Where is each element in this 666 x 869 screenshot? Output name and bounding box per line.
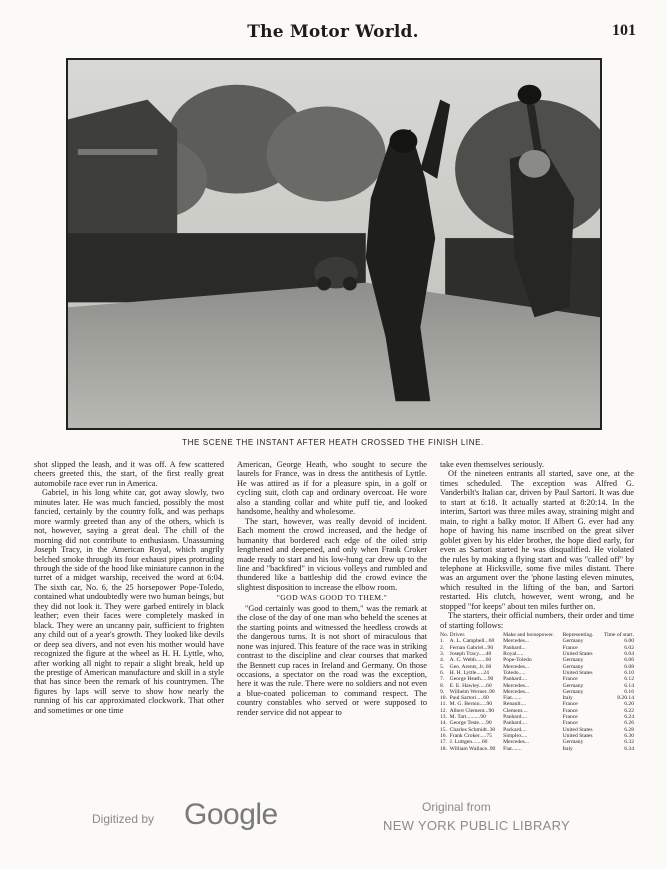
table-cell: 10. — [440, 695, 447, 702]
table-cell: Germany — [562, 688, 584, 695]
table-cell: M. G. Bernin.....90 — [449, 701, 493, 708]
table-cell: United States — [562, 726, 593, 733]
table-cell: 6.26 — [624, 720, 634, 727]
table-cell: Italy — [562, 745, 573, 752]
digitized-by-label: Digitized by — [92, 812, 155, 826]
table-cell: George Heath.....90 — [449, 676, 494, 683]
race-photograph — [66, 58, 602, 430]
table-cell: France — [562, 644, 578, 651]
table-cell: 6.08 — [624, 663, 634, 670]
table-cell: George Teste.....90 — [449, 720, 492, 727]
table-cell: H. H. Lyttle.....24 — [449, 669, 489, 676]
table-cell: 6.20 — [624, 701, 634, 708]
table-cell: 6.34 — [624, 745, 634, 752]
table-cell: 3. — [440, 651, 445, 658]
paragraph: The starters, their official numbers, their order and time of starting follows: — [440, 611, 634, 630]
table-cell: Mercedes... — [503, 688, 530, 695]
table-cell: 6.04 — [624, 651, 634, 658]
paragraph: American, George Heath, who sought to secure the laurels for France, was in dress the antithesis of Lyttle. He was attired as if for a pleasure spin, in a golf or cycling suit, cloth cap and ordinary overcoat. He wore also a standing collar and white puff tie, and looked handsome, healthy and wholesome. — [237, 460, 427, 517]
table-cell: M. Tart..........90 — [449, 714, 486, 721]
table-cell: Joseph Tracy.....40 — [449, 651, 492, 658]
table-cell: 13. — [440, 714, 447, 721]
table-cell: 6.14 — [624, 682, 634, 689]
photo-caption: THE SCENE THE INSTANT AFTER HEATH CROSSED THE FINISH LINE. — [182, 438, 484, 447]
table-cell: Charles Schmidt..30 — [449, 726, 496, 733]
table-cell: Germany — [562, 682, 584, 689]
table-cell: Germany — [562, 663, 584, 670]
table-cell: E. E. Hawley.....60 — [449, 682, 492, 689]
table-cell: Packard.... — [503, 726, 527, 733]
paragraph: shot slipped the leash, and it was off. A few scattered cheers greeted this, the start, of the first really great automobile race ever run in America. — [34, 460, 224, 488]
table-cell: 6.22 — [624, 707, 634, 714]
table-cell: Wilhelm Werner..90 — [449, 688, 495, 695]
table-cell: France — [562, 714, 578, 721]
table-cell: Mercedes... — [503, 638, 530, 645]
table-cell: Panhard... — [503, 644, 526, 651]
table-cell: Mercedes... — [503, 663, 530, 670]
paragraph: "God certainly was good to them," was the remark at the close of the day of one man who beheld the scenes at the starting points and witnessed the heedless crowds at the dangerous turns. It is not short of miraculous that none was injured. This feature of the race was in striking contrast to the discipline and clear courses that marked the Bennett cup races in Ireland and Germany. On those occasions, a spectator on the road was the exception, here it was the rule. There were no soldiers and not even a blue-coated policeman to command respect. The country constables who served or were supposed to render service did not appear to — [237, 603, 427, 717]
publication-title: The Motor World. — [247, 22, 419, 42]
table-cell: Albert Clement...90 — [449, 707, 495, 714]
table-cell: 6.10 — [624, 669, 634, 676]
table-cell: 6.24 — [624, 714, 634, 721]
table-cell: France — [562, 701, 578, 708]
table-cell: 9. — [440, 688, 445, 695]
column-2 — [237, 460, 427, 717]
table-cell: Geo. Arents, Jr..60 — [449, 663, 492, 670]
section-subhead: "GOD WAS GOOD TO THEM." — [276, 593, 388, 603]
table-cell: Germany — [562, 657, 584, 664]
table-cell: William Wallace..90 — [449, 745, 496, 752]
table-cell: 6.16 — [624, 688, 634, 695]
table-cell: 8.20.14 — [617, 695, 634, 702]
table-cell: Italy — [562, 695, 573, 702]
table-cell: Pope-Toledo — [503, 657, 532, 664]
table-cell: 14. — [440, 720, 447, 727]
table-cell: Renault.... — [503, 701, 527, 708]
table-cell: J. Luttgen.......60 — [449, 739, 488, 746]
table-cell: Royal..... — [503, 651, 524, 658]
table-cell: Paul Sartori.....60 — [449, 695, 489, 702]
original-from-label: Original from — [422, 800, 491, 814]
table-cell: 4. — [440, 657, 445, 664]
table-header: Driver. — [449, 632, 466, 639]
table-header: Representing. — [562, 632, 594, 639]
table-cell: United States — [562, 669, 593, 676]
table-cell: 7. — [440, 676, 445, 683]
table-cell: 5. — [440, 663, 445, 670]
table-cell: 12. — [440, 707, 447, 714]
table-header: No. — [440, 632, 449, 639]
table-cell: 16. — [440, 732, 447, 739]
table-row — [440, 746, 634, 752]
paragraph: take even themselves seriously. — [440, 460, 545, 469]
table-cell: A. L. Campbell...60 — [449, 638, 495, 645]
table-cell: A. C. Webb.......60 — [449, 657, 492, 664]
table-cell: France — [562, 720, 578, 727]
table-cell: Germany — [562, 739, 584, 746]
table-cell: 6.06 — [624, 657, 634, 664]
table-cell: Mercedes... — [503, 739, 530, 746]
table-cell: 15. — [440, 726, 447, 733]
table-cell: 18. — [440, 745, 447, 752]
table-cell: Toledo..... — [503, 669, 526, 676]
table-cell: 6.12 — [624, 676, 634, 683]
table-cell: 6.02 — [624, 644, 634, 651]
google-logo: Google — [184, 798, 278, 831]
table-cell: Germany — [562, 638, 584, 645]
table-cell: Clement.... — [503, 707, 528, 714]
table-cell: Mercedes... — [503, 682, 530, 689]
paragraph: Of the nineteen entrants all started, save one, at the times scheduled. The exception was Alfred G. Vanderbilt's Italian car, driven by Paul Sartori. It was due to start at 6:18. It actually started at 8:20:14. In the interim, Sartori was three miles away, straining might and main, to right a balky motor. If Albert G. ever had any hope of having his name inscribed on the great silver goblet given by his elder brother, the hope died early, for even as Sartori started he was disqualified. He violated the rules by making a flying start and was "called off" by telephone at Hicksville, some five miles distant. There was an argument over the 'phone lasting eleven minutes, which resulted in the lifting of the ban, and Sartori restarted. His clutch, however, went wrong, and he stopped "for keeps" about ten miles further on. — [440, 469, 634, 611]
paragraph: Gabriel, in his long white car, got away slowly, two minutes later. He was much fancied, possibly the most fancied, certainly by the country folk, and was perhaps more warmly greeted than any of the others, which is not, however, saying a great deal. The chill of the morning did not contribute to enthusiasm. Unassuming Joseph Tracy, in the American Royal, which angrily belched smoke through its four exhaust pipes protruding through the side of the hood like miniature cannon in the turret of a midget warship, received the word at 6:04. The sixth car, No. 6, the 25 horsepower Pope-Toledo, contained what undoubtedly were two human beings, but they did not look it. They were garbed entirely in black leather; even their faces were completely masked in black. They were an uncanny pair, sufficient to frighten any child out of a year's growth. They looked like devils or deep sea divers, and not even his mother would have recognized the figure at the wheel as H. H. Lyttle, who, after working all night to repair a slight break, held up the prestige of American manufacture and skill in a style that has since been the remark of his countrymen. The figures by laps will serve to show how nearly the running of his car approximated clockwork. That other and sometimes or one time — [34, 488, 224, 715]
table-cell: 2. — [440, 644, 445, 651]
table-cell: Frank Croker.....75 — [449, 732, 492, 739]
table-header: Make and horsepower. — [503, 632, 554, 639]
table-cell: Fiat....... — [503, 745, 522, 752]
table-cell: 6.28 — [624, 726, 634, 733]
table-cell: 6.30 — [624, 732, 634, 739]
page-number: 101 — [612, 22, 636, 39]
column-1 — [34, 460, 224, 715]
column-3 — [440, 460, 634, 752]
table-cell: France — [562, 707, 578, 714]
digitization-footer — [0, 798, 666, 858]
paragraph: The start, however, was really devoid of incident. Each moment the crowd increased, and the hedge of humanity that bordered each edge of the oiled strip lengthened and deepened, and only when Frank Croker made ready to start and his low-hung car drew up to the line and "backfired" in vicious volleys and rumbled and thundered like a battleship did the crowd evince the slightest disposition to increase the elbow room. — [237, 516, 427, 592]
table-cell: Panhard.... — [503, 720, 528, 727]
photo-illustration — [68, 60, 600, 428]
page-header — [0, 22, 666, 44]
table-cell: 17. — [440, 739, 447, 746]
table-cell: United States — [562, 732, 593, 739]
table-cell: Simplex.... — [503, 732, 528, 739]
table-cell: United States — [562, 651, 593, 658]
table-cell: Panhard.... — [503, 676, 528, 683]
table-cell: Panhard.... — [503, 714, 528, 721]
table-cell: 1. — [440, 638, 445, 645]
table-header: Time of start. — [603, 632, 634, 639]
table-cell: France — [562, 676, 578, 683]
table-cell: Fiat....... — [503, 695, 522, 702]
table-cell: 6.32 — [624, 739, 634, 746]
table-cell: 11. — [440, 701, 447, 708]
table-cell: Fernan Gabriel...90 — [449, 644, 494, 651]
table-cell: 8. — [440, 682, 445, 689]
table-cell: 6.00 — [624, 638, 634, 645]
starters-table — [440, 632, 634, 752]
library-name: NEW YORK PUBLIC LIBRARY — [383, 818, 571, 833]
table-cell: 6. — [440, 669, 445, 676]
